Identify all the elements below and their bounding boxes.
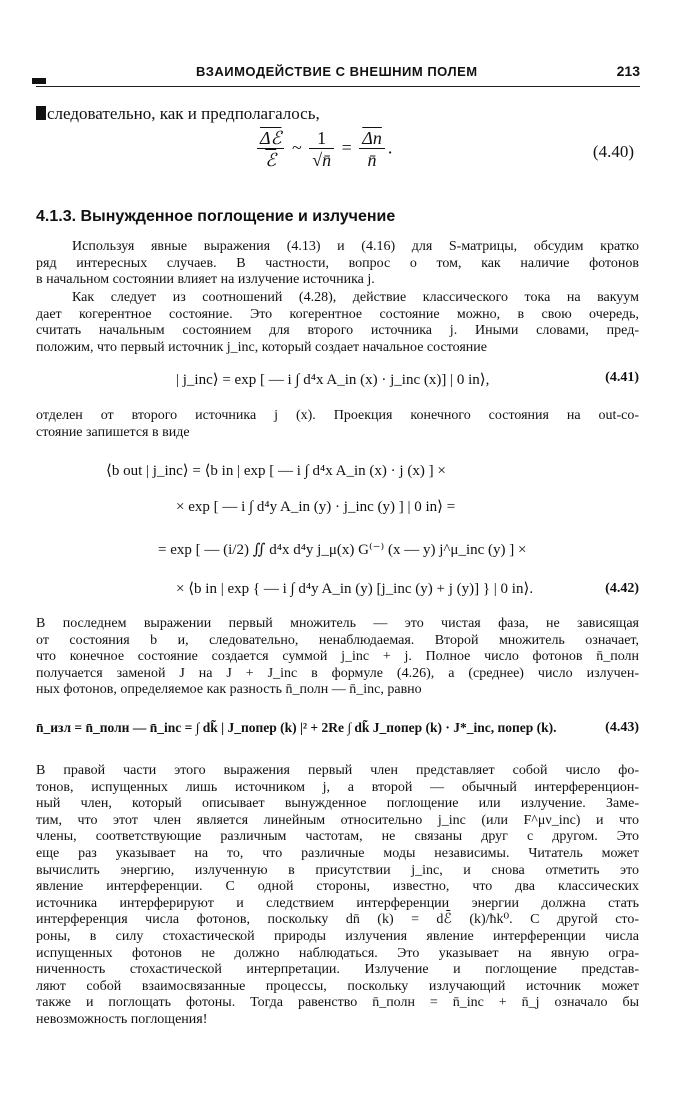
- text-line: ряд интересных случаев. В частности, вопрос о том, как наличие фотонов: [36, 255, 639, 271]
- text-line: невозможность поглощения!: [36, 1011, 208, 1027]
- text-line: роны, в силу стохастической природы излучения явление интерференции числа: [36, 928, 639, 944]
- text-line: также и поглощать фотоны. Тогда равенство n̄_полн = n̄_inc + n̄_j означало бы: [36, 995, 639, 1011]
- text-line: ный член, который описывает вынужденное поглощение или излучение. Заме-: [36, 796, 639, 812]
- equation-4-43: n̄_изл = n̄_полн — n̄_inc = ∫ dk̃ | J_попер (k) |² + 2Re ∫ dk̃ J_попер (k) · J*_inc, попер (k).: [36, 720, 557, 735]
- scan-artifact: [36, 106, 46, 120]
- lead-line: [36, 104, 320, 124]
- equation-line: = exp [ — (i/2) ∬ d⁴x d⁴y j_μ(x) G⁽⁻⁾ (x — y) j^μ_inc (y) ] ×: [158, 542, 527, 558]
- equation-number-4-41: (4.41): [605, 370, 639, 385]
- equation-number-4-40: (4.40): [592, 142, 634, 161]
- text-line: члены, соответствующие различным частотам, не связаны друг с другом. Это: [36, 829, 639, 845]
- text-line: В правой части этого выражения первый член представляет собой число фо-: [36, 763, 639, 778]
- paragraph-2: [36, 290, 639, 356]
- text-line: ных фотонов, определяемое как разность n̄_полн — n̄_inc, равно: [36, 682, 422, 698]
- equation-line: ⟨b out | j_inc⟩ = ⟨b in | exp [ — i ∫ d⁴x A_in (x) · j (x) ] ×: [106, 463, 446, 479]
- fraction-inv-sqrt-n: $\frac{1}{√n̄}$: [309, 128, 334, 171]
- text-line: Как следует из соотношений (4.28), действие классического тока на вакуум: [72, 290, 639, 305]
- equation-line: × exp [ — i ∫ d⁴y A_in (y) · j_inc (y) ] | 0 in⟩ =: [176, 499, 456, 515]
- text-line: от состояния b и, следовательно, ненаблюдаемая. Второй множитель означает,: [36, 632, 639, 648]
- page-number: 213: [616, 63, 640, 79]
- text-line: интерференция числа фотонов, поскольку dn̄ (k) = dℰ̄ (k)/ħk⁰. С другой сто-: [36, 912, 639, 928]
- text-line: что конечное состояние создается суммой j_inc + j. Полное число фотонов n̄_полн: [36, 649, 639, 665]
- lead-text: следовательно, как и предполагалось,: [47, 104, 320, 123]
- section-heading: 4.1.3. Вынужденное поглощение и излучение: [36, 208, 396, 225]
- text-line: в начальном состоянии влияет на излучение источника j.: [36, 272, 375, 288]
- equation-number-4-43: (4.43): [605, 720, 639, 735]
- equation-4-41: | j_inc⟩ = exp [ — i ∫ d⁴x A_in (x) · j_inc (x)] | 0 in⟩,: [176, 372, 490, 388]
- text-line: считать начальным состоянием для второго источника j. Иными словами, пред-: [36, 323, 639, 339]
- equation-line: × ⟨b in | exp { — i ∫ d⁴y A_in (y) [j_inc (y) + j (y)] } | 0 in⟩.: [176, 581, 534, 597]
- text-line: В последнем выражении первый множитель — это чистая фаза, не зависящая: [36, 616, 639, 631]
- text-line: тим, что этот член является линейным относительно j_inc (или F^μν_inc) и что: [36, 812, 639, 828]
- text-line: положим, что первый источник j_inc, который создает начальное состояние: [36, 339, 488, 355]
- text-line: отделен от второго источника j (x). Проекция конечного состояния на out-со-: [36, 408, 639, 423]
- sim-sign: ~: [291, 137, 302, 158]
- paragraph-5: [36, 763, 639, 1029]
- text-line: тонов, испущенных лишь источником j, а второй — обычный интерференцион-: [36, 779, 639, 795]
- text-line: испущенных фотонов не должно наблюдаться. Это указывает на явную огра-: [36, 945, 639, 961]
- text-line: получается заменой J на J + J_inc в формуле (4.26), а (среднее) число излучен-: [36, 665, 639, 681]
- text-line: дает когерентное состояние. Это когерентное состояние можно, в свою очередь,: [36, 306, 639, 322]
- text-line: ляют собой взаимосвязанные процессы, поскольку излучающий источник может: [36, 978, 639, 994]
- equation-4-40: $\frac{\text{Δℰ}}{\text{ℰ}}$ ~ $\frac{1}{√n̄}$ = $\frac{\overline{\Delta n}}{n̄}$ . (4.40): [0, 128, 640, 184]
- fraction-delta-e: $\frac{\text{Δℰ}}{\text{ℰ}}$: [257, 128, 284, 171]
- running-header: [36, 62, 640, 87]
- header-rule-mark: [32, 78, 46, 84]
- header-title: ВЗАИМОДЕЙСТВИЕ С ВНЕШНИМ ПОЛЕМ: [196, 64, 478, 79]
- text-line: вычислить энергию, излученную в присутствии j_inc, и снова отметить это: [36, 862, 639, 878]
- text-line: ниченность стохастической интерпретации. Излучение и поглощение представ-: [36, 962, 639, 978]
- fraction-delta-n: $\frac{\overline{\Delta n}}{n̄}$: [359, 128, 385, 171]
- paragraph-3: [36, 408, 639, 441]
- text-line: источника интерферируют и следствием интерференции энергии должна стать: [36, 895, 639, 911]
- equals-sign: =: [341, 137, 352, 158]
- equation-number-4-42: (4.42): [605, 581, 639, 596]
- paragraph-4: [36, 616, 639, 699]
- text-line: явление интерференции. С одной стороны, известно, что два классических: [36, 879, 639, 895]
- text-line: стояние запишется в виде: [36, 424, 190, 440]
- text-line: еще раз указывает на то, что различные моды независимы. Читатель может: [36, 845, 639, 861]
- paragraph-1: [36, 239, 639, 289]
- text-line: Используя явные выражения (4.13) и (4.16) для S-матрицы, обсудим кратко: [72, 239, 639, 254]
